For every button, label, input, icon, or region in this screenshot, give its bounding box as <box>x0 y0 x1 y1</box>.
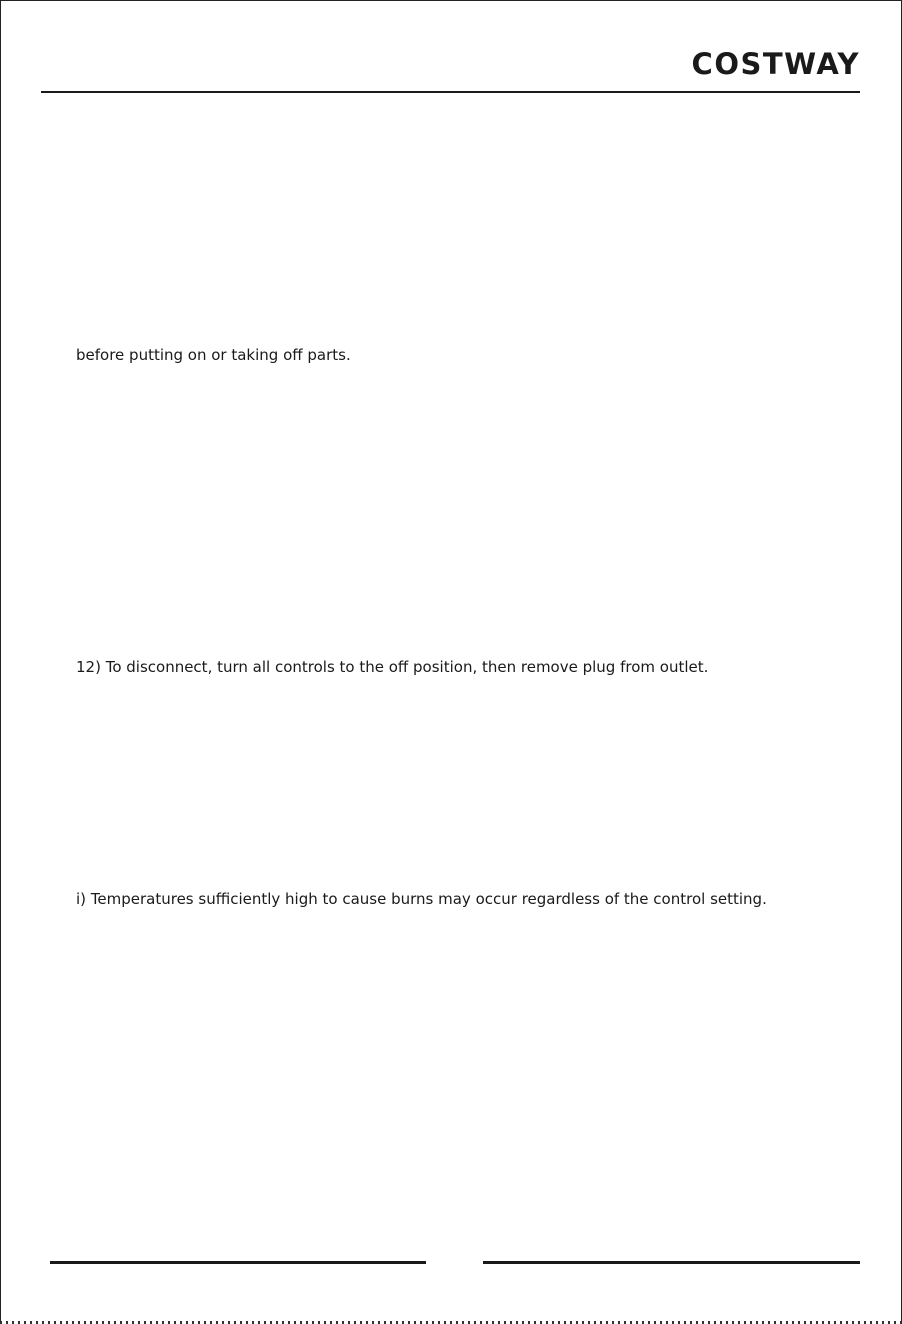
footer-divider-left <box>50 1261 426 1264</box>
header-divider <box>41 91 860 93</box>
footer-divider-right <box>483 1261 860 1264</box>
brand-logo: COSTWAY <box>691 47 860 81</box>
text-line-temperatures: i) Temperatures sufficiently high to cause burns may occur regardless of the control setting. <box>76 890 767 908</box>
text-line-parts: before putting on or taking off parts. <box>76 346 351 364</box>
text-line-disconnect: 12) To disconnect, turn all controls to the off position, then remove plug from outlet. <box>76 658 709 676</box>
